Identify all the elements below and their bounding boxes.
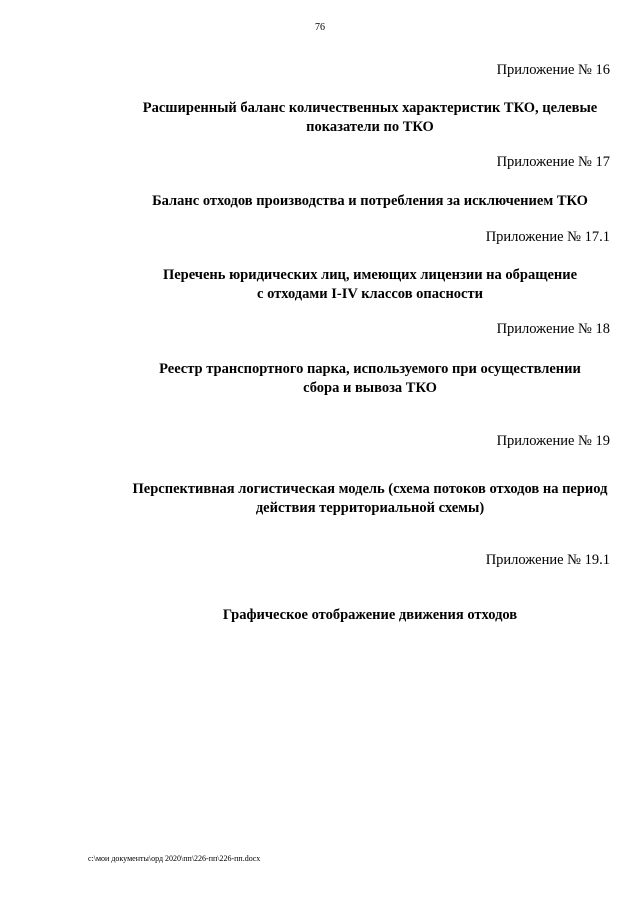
appendix-18-title bbox=[100, 360, 640, 398]
appendix-19-title-line-1: Перспективная логистическая модель (схема потоков отходов на период bbox=[132, 481, 608, 497]
appendix-19-title-line-2: действия территориальной схемы) bbox=[255, 500, 485, 516]
page-number: 76 bbox=[315, 22, 325, 33]
appendix-18-title-line-1: Реестр транспортного парка, используемого при осуществлении bbox=[159, 361, 581, 377]
appendix-19-1-title bbox=[100, 606, 640, 625]
appendix-17-label: Приложение № 17 bbox=[496, 154, 610, 170]
appendix-17-1-title-line-1: Перечень юридических лиц, имеющих лицензии на обращение bbox=[162, 267, 578, 283]
appendix-19-label: Приложение № 19 bbox=[496, 433, 610, 449]
appendix-19-1-label: Приложение № 19.1 bbox=[485, 552, 610, 568]
appendix-17-1-label: Приложение № 17.1 bbox=[485, 229, 610, 245]
appendix-19-title bbox=[100, 480, 640, 518]
footer-file-path: c:\мои документы\орд 2020\пп\226-пп\226-пп.docx bbox=[88, 854, 261, 863]
appendix-16-title bbox=[100, 99, 640, 137]
appendix-17-title bbox=[100, 192, 640, 211]
appendix-19-1-title-line-1: Графическое отображение движения отходов bbox=[222, 607, 518, 623]
appendix-16-label: Приложение № 16 bbox=[496, 62, 610, 78]
appendix-16-title-line-2: показатели по ТКО bbox=[306, 119, 434, 135]
appendix-16-title-line-1: Расширенный баланс количественных характеристик ТКО, целевые bbox=[142, 100, 598, 116]
appendix-17-1-title-line-2: с отходами I-IV классов опасности bbox=[257, 286, 483, 302]
appendix-18-label: Приложение № 18 bbox=[496, 321, 610, 337]
appendix-17-1-title bbox=[100, 266, 640, 304]
appendix-18-title-line-2: сбора и вывоза ТКО bbox=[303, 380, 437, 396]
appendix-17-title-line-1: Баланс отходов производства и потребления за исключением ТКО bbox=[152, 193, 588, 209]
